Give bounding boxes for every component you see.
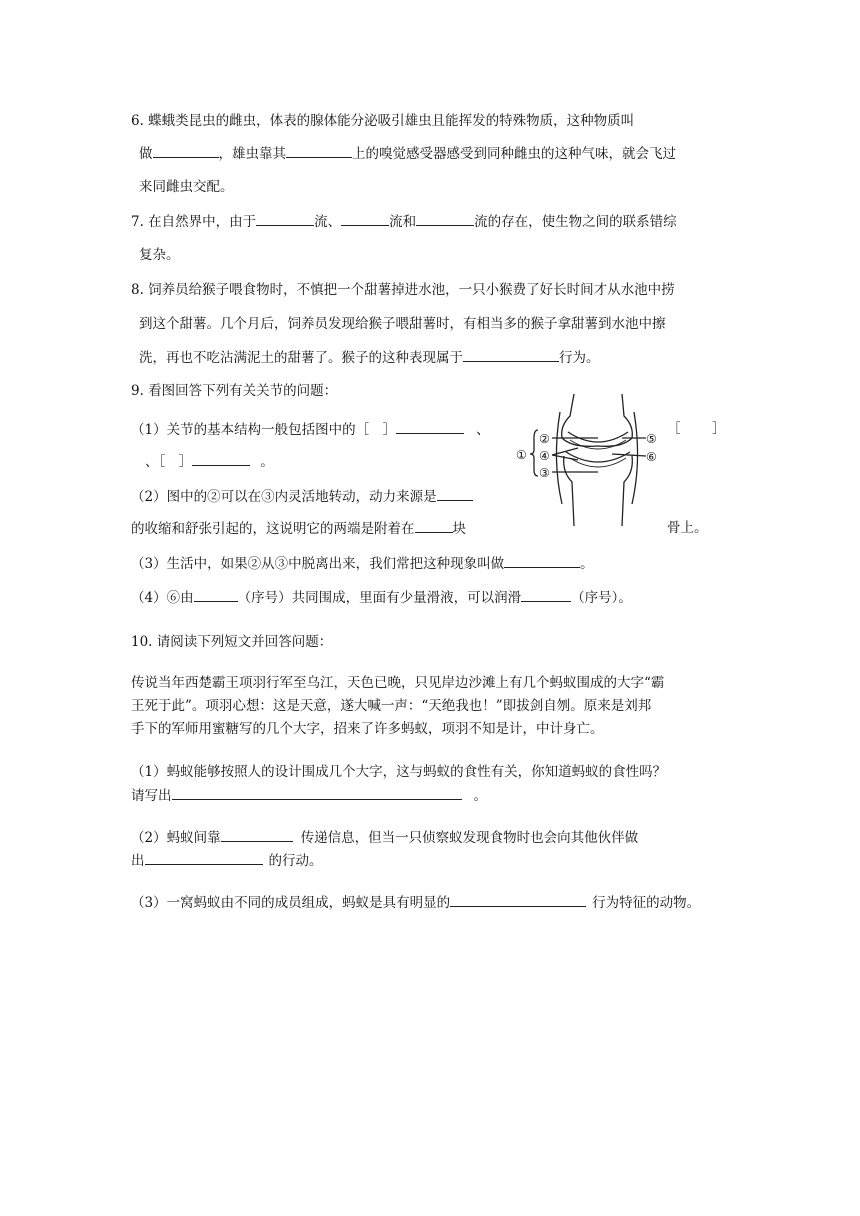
q6-text: 上的嗅觉感受器感受到同种雌虫的这种气味，就会飞过 — [352, 146, 676, 162]
q7-blank-1[interactable] — [256, 211, 314, 226]
q10-text: 的行动。 — [268, 853, 323, 869]
q9-p2-end — [667, 518, 708, 538]
q10-blank-social[interactable] — [450, 892, 586, 907]
q9-blank-3[interactable] — [192, 451, 250, 466]
q9-text: 。 — [580, 556, 594, 572]
q9-text: （序号）共同围成，里面有少量滑液，可以润滑 — [237, 590, 522, 606]
q9-text: 块 — [452, 521, 466, 537]
q10-passage-l3 — [131, 719, 604, 739]
q10-passage-text: 传说当年西楚霸王项羽行军至乌江，天色已晚，只见岸边沙滩上有几个蚂蚁围成的大字“霸 — [131, 675, 665, 691]
q10-blank-diet[interactable] — [172, 785, 462, 800]
q7-blank-2[interactable] — [341, 211, 389, 226]
q10-p1-line1 — [131, 762, 666, 782]
q9-p1-line1 — [131, 419, 490, 440]
q10-passage-text: 王死于此”。项羽心想：这是天意，遂大喊一声：“天绝我也！”即拔剑自刎。原来是刘邦 — [131, 698, 652, 714]
q10-text: 10. 请阅读下列短文并回答问题： — [131, 634, 333, 650]
q9-blank-dislocation[interactable] — [504, 553, 580, 568]
q9-text: 、 — [476, 422, 490, 438]
q10-text: 请写出 — [131, 788, 172, 804]
q10-p1-line2 — [131, 785, 487, 806]
lower-bone-left — [564, 456, 574, 526]
q7-blank-3[interactable] — [416, 211, 474, 226]
label-5: ⑤ — [646, 432, 657, 446]
q8-text: 行为。 — [559, 350, 600, 366]
q6-line1 — [131, 111, 634, 131]
q9-text: （1）关节的基本结构一般包括图中的［ ］ — [131, 422, 397, 438]
q9-text: 、［ ］ — [145, 454, 193, 470]
q6-text: 来同雌虫交配。 — [139, 179, 234, 195]
q9-p2-line1 — [131, 486, 473, 507]
q10-p2-line2 — [131, 850, 323, 871]
label-4: ④ — [539, 449, 550, 463]
q10-passage-text: 手下的军师用蜜糖写的几个大字，招来了许多蚂蚁，项羽不知是计，中计身亡。 — [131, 721, 604, 737]
q9-p1-bracket-close — [712, 419, 726, 439]
q9-blank-cavity[interactable] — [194, 587, 238, 602]
label-6: ⑥ — [646, 450, 657, 464]
q6-text: 做 — [139, 146, 153, 162]
q7-text: 流、 — [314, 214, 342, 230]
q9-text: （2）图中的②可以在③内灵活地转动，动力来源是 — [131, 489, 437, 505]
q10-text: （1）蚂蚁能够按照人的设计围成几个大字，这与蚂蚁的食性有关，你知道蚂蚁的食性吗？ — [131, 764, 667, 780]
q10-p2-line1 — [131, 827, 638, 848]
q7-text: 流和 — [389, 214, 417, 230]
label-2: ② — [539, 432, 550, 446]
label-brace — [530, 430, 538, 476]
q9-text: ［ — [667, 421, 681, 437]
q9-blank-lubricate[interactable] — [521, 587, 571, 602]
q9-text: （3）生活中，如果②从③中脱离出来，我们常把这种现象叫做 — [131, 556, 505, 572]
q7-text: 7. 在自然界中，由于 — [131, 214, 257, 230]
label-3: ③ — [539, 466, 550, 480]
q7-line2 — [139, 245, 180, 265]
joint-socket-curve — [566, 452, 630, 462]
q10-text: 传递信息，但当一只侦察蚁发现食物时也会向其他伙伴做 — [300, 830, 639, 846]
q10-passage-l2 — [131, 696, 651, 716]
q10-text: 出 — [131, 853, 145, 869]
q10-text: 行为特征的动物。 — [592, 895, 701, 911]
q9-text: （4）⑥由 — [131, 590, 194, 606]
q7-text: 复杂。 — [139, 247, 180, 263]
q8-text: 洗，再也不吃沾满泥土的甜薯了。猴子的这种表现属于 — [139, 350, 463, 366]
q10-blank-action[interactable] — [145, 850, 263, 865]
q7-line1 — [131, 211, 677, 232]
q8-line2 — [139, 314, 666, 334]
q6-text: ，雄虫靠其 — [218, 146, 286, 162]
q8-line1 — [131, 280, 675, 300]
label-1: ① — [516, 448, 527, 462]
q9-p2-line2 — [131, 518, 466, 539]
q8-text: 8. 饲养员给猴子喂食物时，不慎把一个甜薯掉进水池，一只小猴费了好长时间才从水池中捞 — [131, 282, 675, 298]
q9-p1-line2 — [145, 451, 274, 472]
q9-p1-bracket-open — [667, 419, 681, 439]
q10-blank-signal[interactable] — [221, 827, 293, 842]
leader-6 — [612, 454, 646, 456]
q8-line3 — [139, 347, 600, 368]
q9-text: 的收缩和舒张引起的，这说明它的两端是附着在 — [131, 521, 415, 537]
q10-text: （3）一窝蚂蚁由不同的成员组成，蚂蚁是具有明显的 — [131, 895, 451, 911]
q9-text: 9. 看图回答下列有关关节的问题： — [131, 383, 338, 399]
q9-p3 — [131, 553, 594, 574]
q8-text: 到这个甜薯。几个月后，饲养员发现给猴子喂甜薯时，有相当多的猴子拿甜薯到水池中擦 — [139, 316, 666, 332]
q9-text: ］ — [712, 421, 726, 437]
q6-blank-substance[interactable] — [153, 143, 219, 158]
q6-text: 6. 蝶蛾类昆虫的雌虫，体表的腺体能分泌吸引雄虫且能挥发的特殊物质，这种物质叫 — [131, 113, 635, 129]
q10-passage-l1 — [131, 673, 664, 693]
q6-blank-organ[interactable] — [286, 143, 352, 158]
q10-title — [131, 632, 332, 652]
q7-text: 流的存在，使生物之间的联系错综 — [474, 214, 677, 230]
joint-diagram — [512, 392, 662, 528]
q6-line2 — [139, 143, 676, 164]
q6-line3 — [139, 177, 234, 197]
capsule-left — [556, 412, 562, 504]
q10-text: 。 — [473, 788, 487, 804]
q9-blank-power[interactable] — [437, 486, 473, 501]
q8-blank-behavior[interactable] — [463, 347, 559, 362]
lower-bone-right — [622, 456, 632, 526]
q9-p4 — [131, 587, 632, 608]
q9-blank-1[interactable] — [396, 419, 464, 434]
q9-text: 骨上。 — [667, 520, 708, 536]
q9-text: 。 — [260, 454, 274, 470]
joint-head-curve — [568, 432, 628, 442]
q10-p3 — [131, 892, 700, 913]
q9-text: （序号）。 — [571, 590, 632, 606]
q9-blank-count[interactable] — [415, 518, 453, 533]
q10-text: （2）蚂蚁间靠 — [131, 830, 221, 846]
q9-title — [131, 381, 337, 401]
